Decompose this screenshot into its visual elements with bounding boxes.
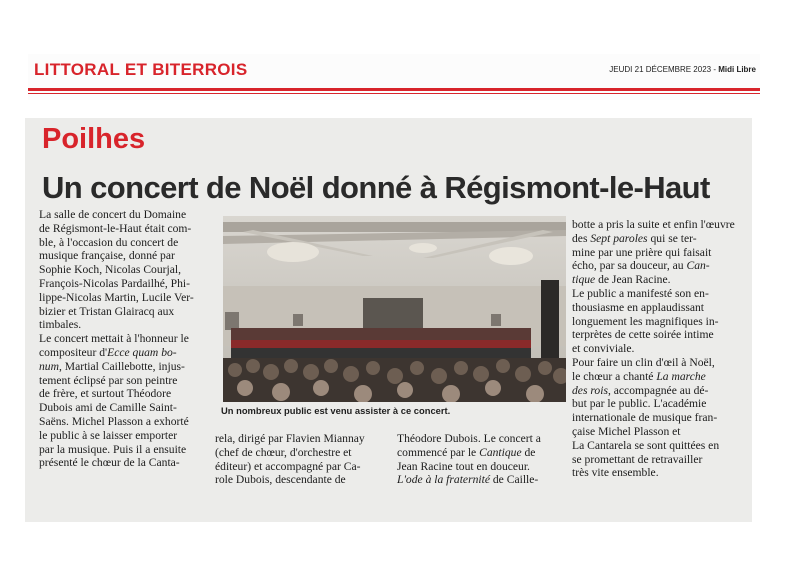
section-title: LITTORAL ET BITERROIS [34, 60, 248, 79]
text-line: (chef de chœur, d'orchestre et [215, 445, 352, 459]
text-line: Pour faire un clin d'œil à Noël, [572, 355, 715, 369]
work-title: Ecce quam bo- [107, 345, 177, 359]
work-title: Cantique [479, 445, 522, 459]
text-run: de Jean Racine. [595, 273, 671, 287]
text-run: de [521, 445, 536, 459]
text-line [397, 446, 569, 460]
text-line: et conviviale. [572, 342, 635, 356]
concert-hall-illustration [223, 216, 566, 402]
article-column-1 [39, 208, 219, 470]
text-line: terprètes de cette soirée intime [572, 328, 714, 342]
date-separator: - [711, 65, 719, 74]
text-line: François-Nicolas Pardailhé, Phi- [39, 276, 191, 290]
text-line: éditeur) et accompagné par Ca- [215, 459, 361, 473]
issue-date-line [609, 65, 756, 74]
text-line [572, 384, 744, 398]
text-line: musique française, donné par [39, 249, 175, 263]
text-line: par la musique. Puis il a ensuite [39, 442, 187, 456]
text-run: qui se ter- [647, 231, 697, 245]
text-line [572, 273, 744, 287]
text-line: Le concert mettait à l'honneur le [39, 332, 189, 346]
text-line: Le public a manifesté son en- [572, 286, 709, 300]
article-clipping [25, 118, 752, 522]
concert-photo [223, 216, 566, 402]
text-run: , Martial Caillebotte, injus- [58, 359, 185, 373]
text-line: timbales. [39, 318, 82, 332]
work-title: num [39, 359, 59, 373]
text-run: compositeur d' [39, 345, 108, 359]
text-run: le chœur a chanté [572, 369, 657, 383]
text-line: présenté le chœur de la Canta- [39, 456, 180, 470]
work-title: Can- [686, 259, 710, 273]
text-line: La salle de concert du Domaine [39, 208, 187, 221]
text-line: Saëns. Michel Plasson a exhorté [39, 414, 189, 428]
text-line: La Cantarela se sont quittées en [572, 438, 720, 452]
text-line: tement éclipsé par son peintre [39, 373, 178, 387]
text-line: le public à se laisser emporter [39, 428, 178, 442]
text-line: rela, dirigé par Flavien Miannay [215, 432, 365, 445]
header-rule [28, 88, 760, 91]
text-line [572, 370, 744, 384]
text-line [39, 346, 219, 360]
work-title: tique [572, 273, 596, 287]
text-line: botte a pris la suite et enfin l'œuvre [572, 218, 735, 231]
text-run: de Caille- [489, 473, 539, 487]
issue-date: JEUDI 21 DÉCEMBRE 2023 [609, 65, 712, 74]
text-line [572, 259, 744, 273]
work-title: L'ode à la fraternité [397, 473, 490, 487]
text-line: de frère, et surtout Théodore [39, 387, 172, 401]
text-line: bizier et Tristan Glairacq aux [39, 304, 175, 318]
article-headline: Un concert de Noël donné à Régismont-le-Haut [42, 170, 710, 205]
article-column-2 [215, 432, 387, 487]
text-line: ble, à l'occasion du concert de [39, 235, 179, 249]
text-line: but par le public. L'académie [572, 397, 707, 411]
text-line [572, 232, 744, 246]
text-run: écho, par sa douceur, au [572, 259, 687, 273]
text-line: Sophie Koch, Nicolas Courjal, [39, 263, 182, 277]
header-rule-thin [28, 93, 760, 94]
work-title: Sept paroles [590, 231, 648, 245]
text-line: çaise Michel Plasson et [572, 424, 681, 438]
work-title: des rois [572, 383, 608, 397]
text-line: mine par une prière qui faisait [572, 245, 712, 259]
text-line: internationale de musique fran- [572, 411, 718, 425]
text-run: , accompagnée au dé- [607, 383, 709, 397]
text-line: Théodore Dubois. Le concert a [397, 432, 541, 445]
text-run: des [572, 231, 591, 245]
text-run: commencé par le [397, 445, 480, 459]
text-line: Dubois ami de Camille Saint- [39, 401, 177, 415]
text-line: Jean Racine tout en douceur. [397, 459, 530, 473]
text-line [39, 360, 219, 374]
article-kicker: Poilhes [42, 123, 146, 155]
newspaper-header [28, 54, 760, 100]
work-title: La marche [656, 369, 706, 383]
text-line: de Régismont-le-Haut était com- [39, 221, 192, 235]
article-column-3 [397, 432, 569, 487]
article-column-4 [572, 218, 744, 480]
text-line: se promettant de retravailler [572, 452, 703, 466]
text-line: longuement les magnifiques in- [572, 314, 719, 328]
text-line [397, 473, 569, 487]
publication-name: Midi Libre [718, 65, 756, 74]
text-line: role Dubois, descendante de [215, 473, 346, 487]
text-line: lippe-Nicolas Martin, Lucile Ver- [39, 290, 194, 304]
text-line: thousiasme en applaudissant [572, 300, 705, 314]
photo-caption: Un nombreux public est venu assister à ce concert. [221, 405, 451, 416]
text-line: très vite ensemble. [572, 466, 659, 480]
